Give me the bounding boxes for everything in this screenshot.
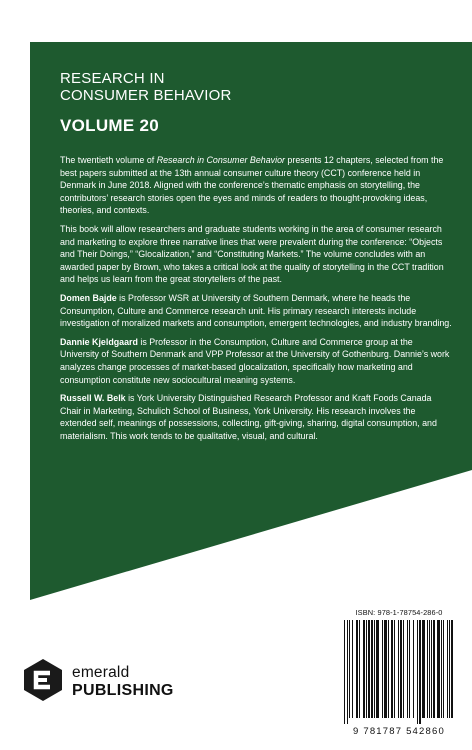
isbn-label: ISBN: 978-1-78754-286-0	[355, 608, 443, 617]
bio-dannie-kjeldgaard: Dannie Kjeldgaard is Professor in the Consumption, Culture and Commerce group at the University of Southern Denmark and VPP Professor at the University of Gothenburg. Dannie’s work analyzes change processes of market-based glocalization, specifically how marketing and consumption constitute new sociocultural meaning systems.	[60, 336, 450, 385]
bio-russell-belk: Russell W. Belk is York University Distinguished Research Professor and Kraft Foods Canada Chair in Marketing, Schulich School of Business, York University. His research involves the extended self, meanings of possessions, collecting, gift-giving, sharing, digital consumption, and materialism. This work tends to be qualitative, visual, and cultural.	[60, 393, 437, 441]
bio-name: Domen Bajde	[60, 292, 117, 303]
isbn-barcode	[338, 608, 460, 738]
bio-name: Russell W. Belk	[60, 393, 126, 404]
barcode-bars	[342, 620, 456, 724]
bio-name: Dannie Kjeldgaard	[60, 336, 138, 347]
text-content	[60, 70, 452, 448]
intro-paragraph-2: This book will allow researchers and graduate students working in the area of consumer research and marketing to explore three narrative lines that were prevalent during the conference: “Objects and Their Doings,” “Glocalization,” and “Constituting Markets.” The volume concludes with an awarded paper by Brown, who takes a critical look at the quality of storytelling in the CCT tradition and helps us learn from the great storytellers of the past.	[60, 223, 444, 285]
bio-domen-bajde: Domen Bajde is Professor WSR at University of Southern Denmark, where he heads the Consumption, Culture and Commerce research unit. His primary research interests include investigation of moralized markets and consumption, emergent technologies, and industry branding.	[60, 292, 452, 329]
logo-wordmark: emerald	[72, 664, 130, 681]
series-title-line2: CONSUMER BEHAVIOR	[60, 87, 232, 104]
logo-publishing: PUBLISHING	[72, 682, 174, 699]
series-title-line1: RESEARCH IN	[60, 70, 165, 87]
book-title-italic: Research in Consumer Behavior	[156, 155, 285, 165]
emerald-publishing-logo	[22, 658, 202, 708]
barcode-digits: 9 781787 542860	[353, 726, 445, 737]
intro-paragraph-1: The twentieth volume of Research in Consumer Behavior presents 12 chapters, selected from the best papers submitted at the 13th annual consumer culture theory (CCT) conference held in Denmark in June 2018. Aligned with the conference’s thematic emphasis on storytelling, the contributors’ research stories open the eyes and minds of readers to thought-provoking ideas, theories, and contexts.	[60, 155, 444, 216]
emerald-logo-icon	[22, 658, 64, 702]
volume-number: VOLUME 20	[60, 116, 160, 135]
